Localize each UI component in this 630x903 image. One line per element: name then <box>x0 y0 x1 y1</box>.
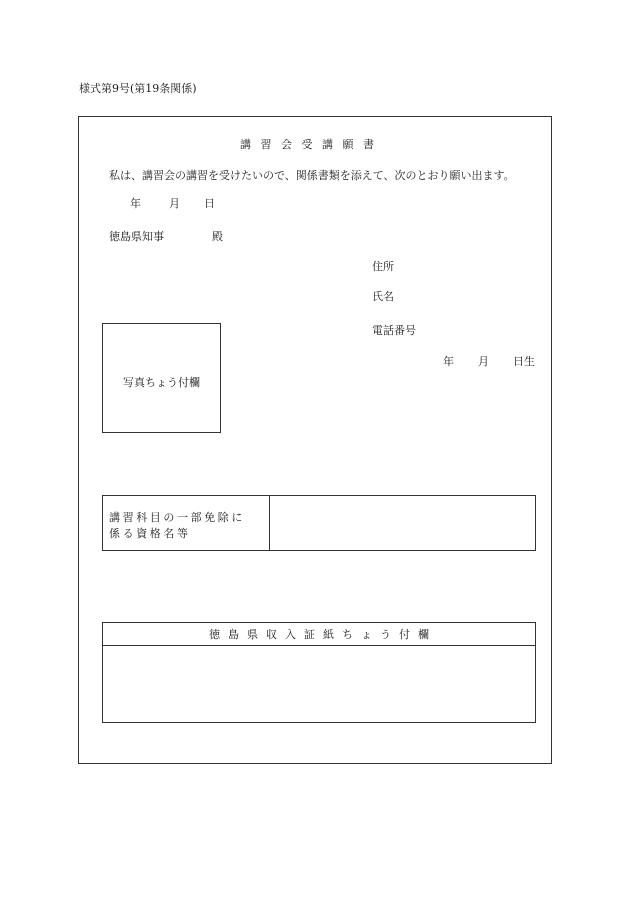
photo-label: 写真ちょう付欄 <box>123 376 200 389</box>
stamp-area[interactable] <box>103 647 535 722</box>
name-field-label: 氏名 <box>372 290 394 303</box>
birth-day-label: 日生 <box>513 355 535 368</box>
addressee: 徳島県知事 <box>109 230 164 243</box>
application-date <box>130 198 215 209</box>
birth-month-label: 月 <box>478 355 489 368</box>
exemption-label: 講習科目の一部免除に 係る資格名等 <box>109 511 245 540</box>
exemption-divider <box>269 496 270 550</box>
birth-year-label: 年 <box>443 355 454 368</box>
declaration-text: 私は、講習会の講習を受けたいので、関係書類を添えて、次のとおり願い出ます。 <box>109 169 515 182</box>
date-month-label: 月 <box>169 197 180 210</box>
exemption-table <box>102 495 536 551</box>
honorific: 殿 <box>212 230 223 243</box>
phone-field-label: 電話番号 <box>372 324 416 337</box>
photo-box[interactable] <box>102 323 221 433</box>
stamp-header: 徳島県収入証紙ちょう付欄 <box>103 623 535 646</box>
address-field-label: 住所 <box>372 260 394 273</box>
revenue-stamp-table <box>102 622 536 723</box>
form-number: 様式第9号(第19条関係) <box>79 82 197 95</box>
page-title: 講習会受講願書 <box>240 138 384 151</box>
date-day-label: 日 <box>204 197 215 210</box>
date-year-label: 年 <box>130 197 141 210</box>
exemption-value-field[interactable] <box>275 510 531 540</box>
birth-date <box>443 356 535 367</box>
